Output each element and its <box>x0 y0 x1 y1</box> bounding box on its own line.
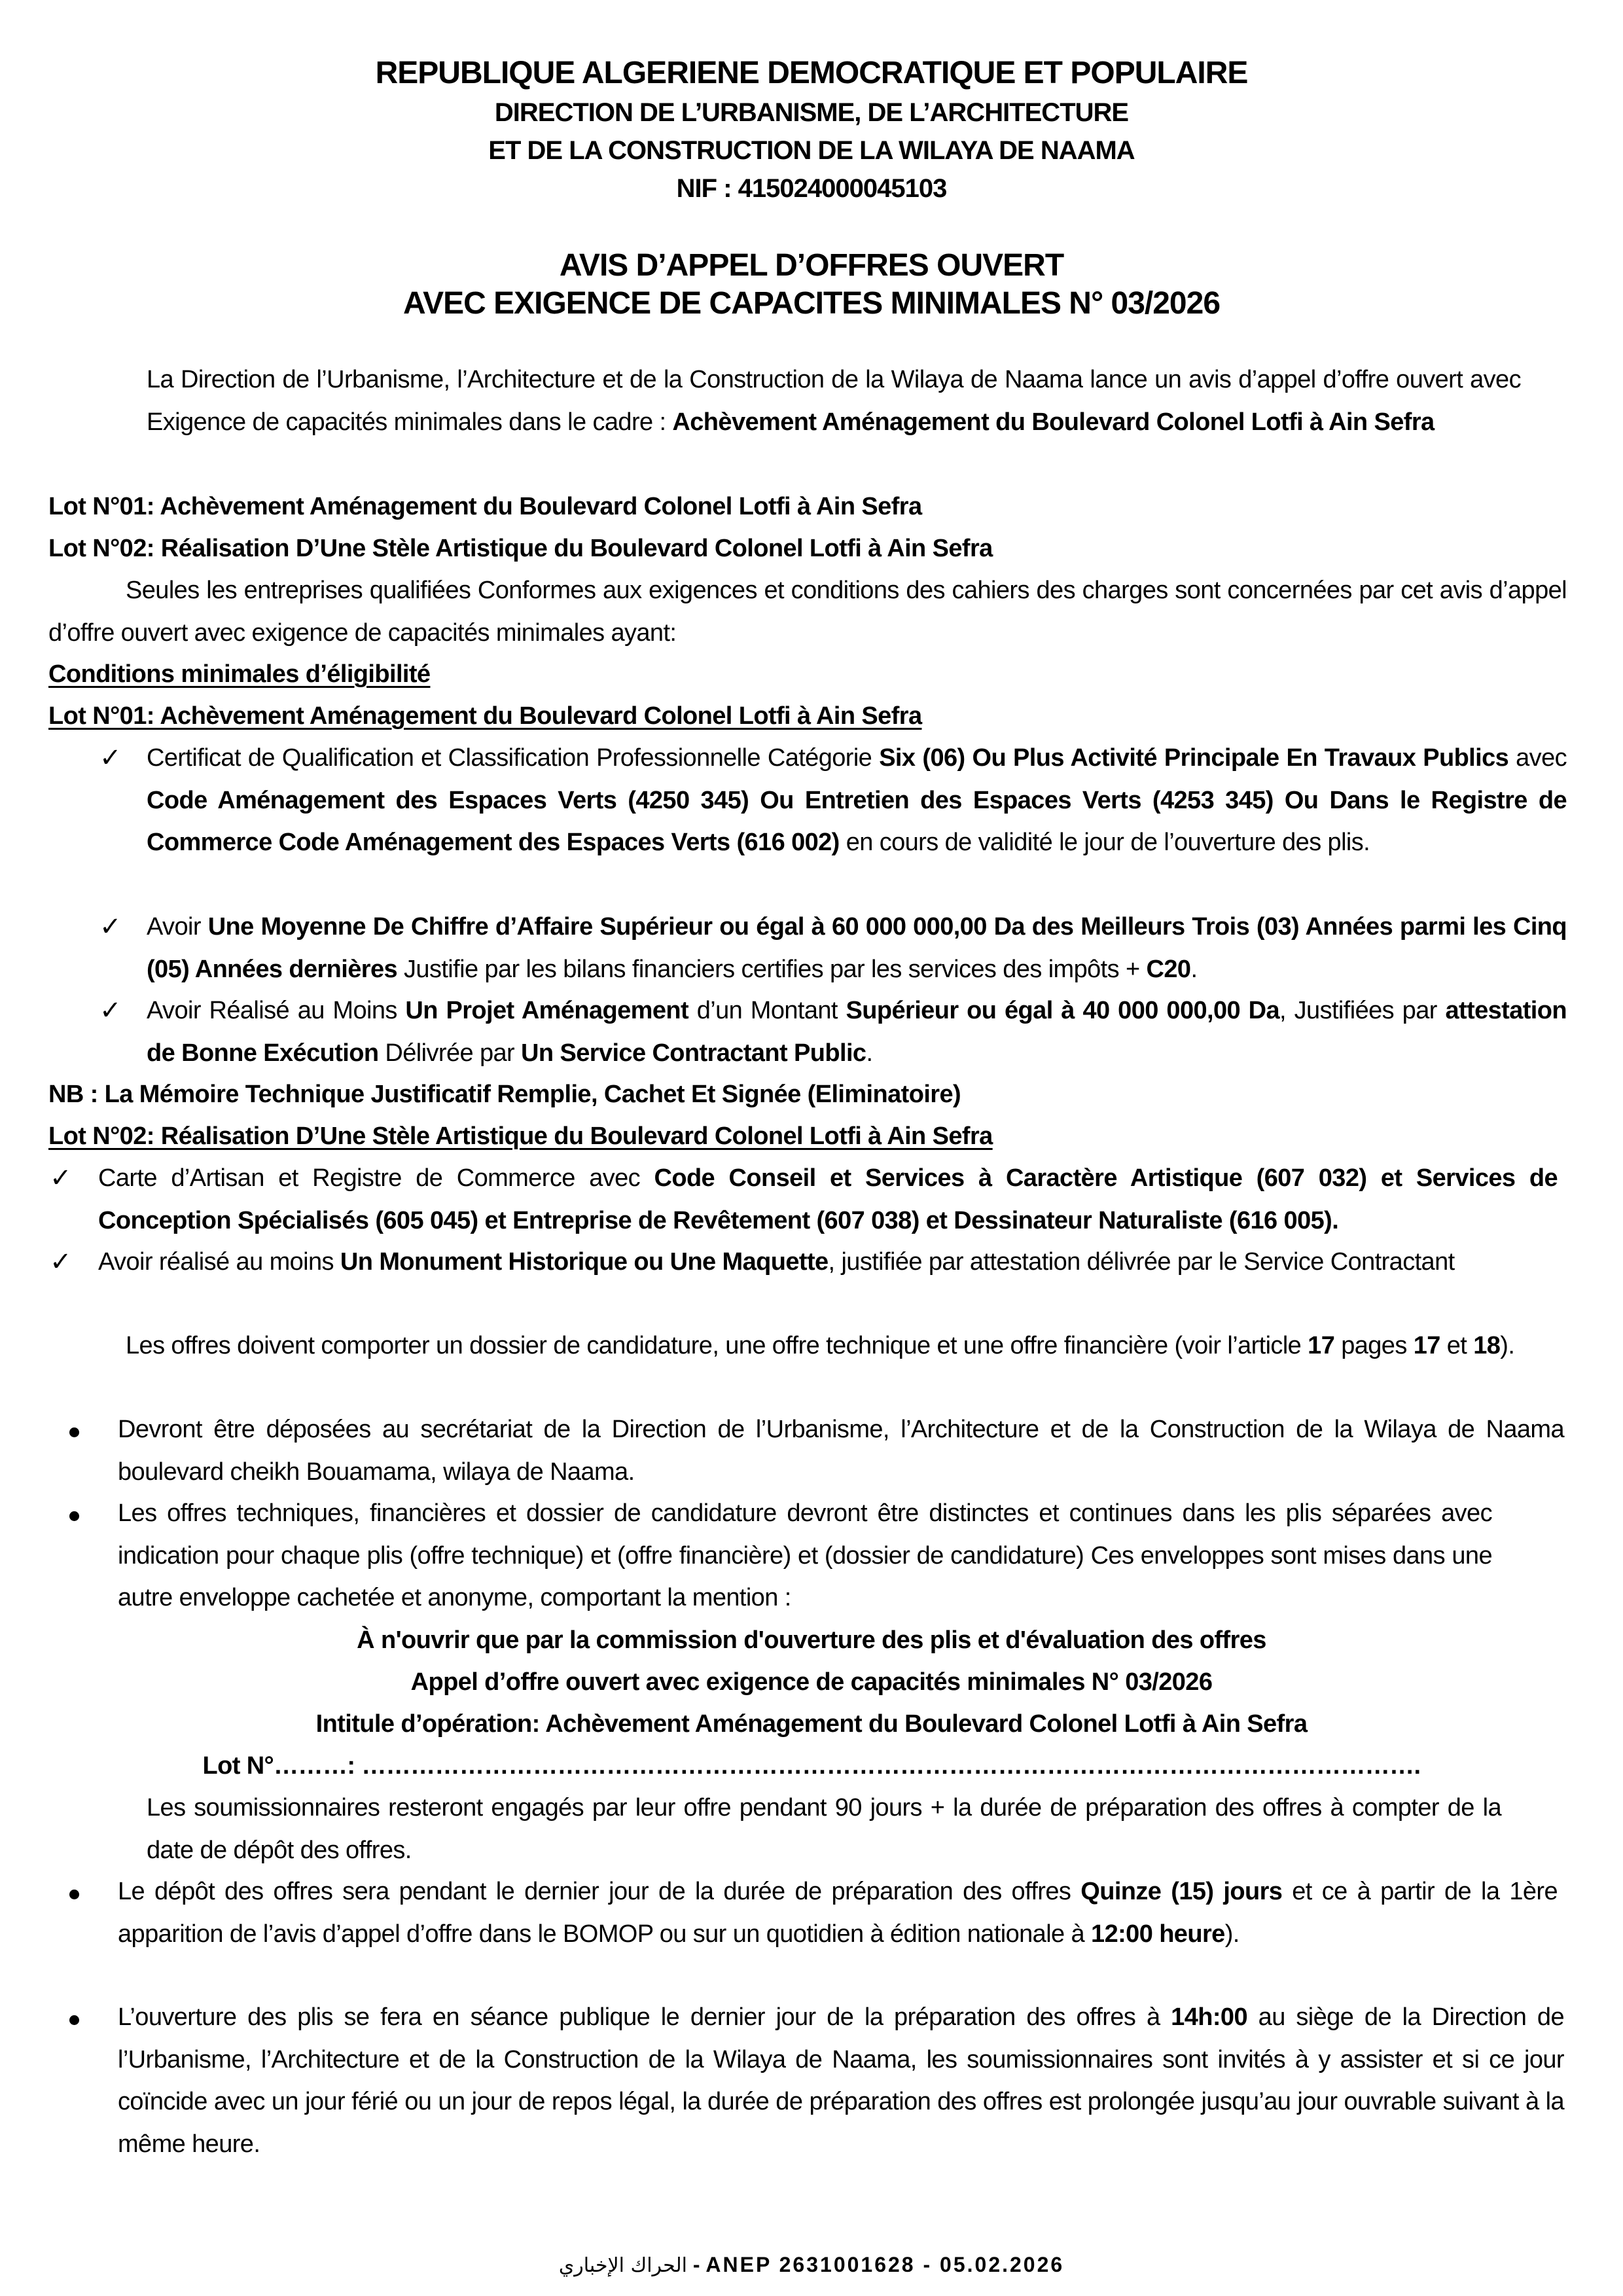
checkmark-icon: ✓ <box>50 1164 72 1193</box>
envelope-instructions-item: Les offres techniques, financières et dossier de candidature devront être distinctes et continues dans les plis séparées avec indication pour chaque plis (offre technique) et (offre financière) et (dossier de candidature) Ces enveloppes sont mises dans une autre enveloppe cachetée et anonyme, comportant la mention : <box>118 1499 1492 1611</box>
lot-2-title: Lot N°02: Réalisation D’Une Stèle Artistique du Boulevard Colonel Lotfi à Ain Sefra <box>48 535 993 562</box>
anep-reference: ANEP 2631001628 - 05.02.2026 <box>705 2253 1065 2276</box>
bullet-icon <box>69 1511 79 1521</box>
intro-paragraph <box>147 359 1521 443</box>
nb-note: NB : La Mémoire Technique Justificatif Remplie, Cachet Et Signée (Eliminatoire) <box>48 1081 961 1108</box>
mention-lot-placeholder: Lot N°………: …………………………………………………………………………………………………………………. <box>202 1752 1421 1780</box>
offers-paragraph <box>48 1325 1567 1367</box>
footer-separator: - <box>687 2253 706 2276</box>
text-run: . <box>866 1039 873 1067</box>
text-run: Avoir Réalisé au Moins <box>147 997 406 1024</box>
bold-text-run: 12:00 heure <box>1091 1920 1225 1948</box>
text-run: Avoir <box>147 913 208 941</box>
conditions-heading: Conditions minimales d’éligibilité <box>48 660 431 688</box>
checkmark-icon: ✓ <box>50 1247 72 1276</box>
deposit-location-item: Devront être déposées au secrétariat de la Direction de l’Urbanisme, l’Architecture et de la Construction de la Wilaya de Naama boulevard cheikh Bouamama, wilaya de Naama. <box>118 1416 1564 1486</box>
text-run: Avoir réalisé au moins <box>98 1248 340 1276</box>
republic-heading: REPUBLIQUE ALGERIENE DEMOCRATIQUE ET POPULAIRE <box>375 56 1248 90</box>
bold-text-run: Code Aménagement des Espaces Verts (4250 345) Ou Entretien des Espaces Verts (4253 345) Ou Dans le Registre de Commerce Code Aménagement des Espaces Verts (616 002) <box>147 786 1567 856</box>
text-run: Le dépôt des offres sera pendant le dernier jour de la durée de préparation des offres <box>118 1878 1081 1905</box>
text-run: pages <box>1334 1332 1414 1359</box>
text-run: avec <box>1508 744 1567 772</box>
lot-1-condition-1 <box>147 737 1567 864</box>
text-run: Délivrée par <box>378 1039 522 1067</box>
text-run: au siège de la Direction de l’Urbanisme, l’Architecture et de la Construction de la Wilaya de Naama, les soumissionnaires sont invités à y assister et si ce jour coïncide avec un jour férié ou un jour de repos légal, la durée de préparation des offres est prolongée jusqu’au jour ouvrable suivant à la même heure. <box>118 2003 1565 2158</box>
bullet-icon <box>69 1427 79 1437</box>
direction-heading-line1: DIRECTION DE L’URBANISME, DE L’ARCHITECTURE <box>494 98 1129 127</box>
intro-text: La Direction de l’Urbanisme, l’Architecture et de la Construction de la Wilaya de Naama lance un avis d’appel d’offre ouvert avec Exigence de capacités minimales dans le cadre : <box>147 366 1521 436</box>
bold-text-run: C20 <box>1146 955 1191 983</box>
bold-text-run: Quinze (15) jours <box>1080 1878 1283 1905</box>
bold-text-run: Un Monument Historique ou Une Maquette <box>340 1248 829 1276</box>
text-run: Carte d’Artisan et Registre de Commerce avec <box>98 1164 654 1192</box>
lot-2-condition-1 <box>98 1157 1558 1242</box>
bold-text-run: Code Conseil et Services à Caractère Artistique (607 032) et Services de Conception Spécialisés (605 045) et Entreprise de Revêtement (607 038) et Dessinateur Naturaliste (616 005). <box>98 1164 1558 1234</box>
mention-line3: Intitule d’opération: Achèvement Aménagement du Boulevard Colonel Lotfi à Ain Sefra <box>315 1710 1308 1738</box>
deposit-deadline-item <box>118 1871 1558 1955</box>
text-run: et <box>1440 1332 1474 1359</box>
lot-2-conditions-heading: Lot N°02: Réalisation D’Une Stèle Artistique du Boulevard Colonel Lotfi à Ain Sefra <box>48 1122 993 1150</box>
bold-text-run: 18 <box>1473 1332 1501 1359</box>
text-run: , justifiée par attestation délivrée par le Service Contractant <box>828 1248 1455 1276</box>
newspaper-name: الحراك الإخباري <box>558 2254 687 2277</box>
lot-1-title: Lot N°01: Achèvement Aménagement du Boulevard Colonel Lotfi à Ain Sefra <box>48 493 922 520</box>
text-run: ). <box>1500 1332 1515 1359</box>
nif-number: NIF : 415024000045103 <box>676 174 947 203</box>
text-run: . <box>1190 955 1198 983</box>
checkmark-icon: ✓ <box>99 996 122 1025</box>
eligibility-intro: Seules les entreprises qualifiées Conformes aux exigences et conditions des cahiers des charges sont concernées par cet avis d’appel d’offre ouvert avec exigence de capacités minimales ayant: <box>48 577 1567 647</box>
intro-operation: Achèvement Aménagement du Boulevard Colonel Lotfi à Ain Sefra <box>672 408 1435 436</box>
bold-text-run: 14h:00 <box>1171 2003 1247 2031</box>
bold-text-run: 17 <box>1308 1332 1335 1359</box>
checkmark-icon: ✓ <box>99 912 122 941</box>
text-run: , Justifiées par <box>1279 997 1446 1024</box>
bold-text-run: 17 <box>1413 1332 1440 1359</box>
lot-1-conditions-heading: Lot N°01: Achèvement Aménagement du Boulevard Colonel Lotfi à Ain Sefra <box>48 702 922 730</box>
mention-line1: À n'ouvrir que par la commission d'ouverture des plis et d'évaluation des offres <box>357 1626 1266 1654</box>
checkmark-icon: ✓ <box>99 744 122 772</box>
text-run: en cours de validité le jour de l’ouverture des plis. <box>839 829 1370 856</box>
opening-session-item <box>118 1996 1564 2165</box>
lot-2-condition-2 <box>98 1241 1531 1283</box>
publication-footer <box>0 2253 1623 2277</box>
lot-1-condition-2 <box>147 906 1567 990</box>
mention-line2: Appel d’offre ouvert avec exigence de capacités minimales N° 03/2026 <box>410 1668 1213 1696</box>
notice-title-line1: AVIS D’APPEL D’OFFRES OUVERT <box>559 248 1064 283</box>
text-run: d’un Montant <box>688 997 846 1024</box>
bullet-icon <box>69 1890 79 1899</box>
bold-text-run: Supérieur ou égal à 40 000 000,00 Da <box>846 997 1280 1024</box>
text-run: Justifie par les bilans financiers certifies par les services des impôts + <box>397 955 1147 983</box>
text-run: L’ouverture des plis se fera en séance publique le dernier jour de la préparation des offres à <box>118 2003 1171 2031</box>
lot-1-condition-3 <box>147 990 1567 1074</box>
text-run: Les offres doivent comporter un dossier de candidature, une offre technique et une offre financière (voir l’article <box>126 1332 1308 1359</box>
text-run: Certificat de Qualification et Classification Professionnelle Catégorie <box>147 744 880 772</box>
notice-title-line2: AVEC EXIGENCE DE CAPACITES MINIMALES N° 03/2026 <box>402 286 1221 321</box>
bold-text-run: attestation de Bonne Exécution <box>147 997 1567 1067</box>
bold-text-run: Un Service Contractant Public <box>521 1039 866 1067</box>
text-run: ). <box>1224 1920 1240 1948</box>
validity-paragraph: Les soumissionnaires resteront engagés par leur offre pendant 90 jours + la durée de préparation des offres à compter de la date de dépôt des offres. <box>147 1794 1501 1864</box>
bold-text-run: Une Moyenne De Chiffre d’Affaire Supérieur ou égal à 60 000 000,00 Da des Meilleurs Trois (03) Années parmi les Cinq (05) Années dernières <box>147 913 1567 983</box>
text-run: et ce à partir de la 1ère apparition de l’avis d’appel d’offre dans le BOMOP ou sur un quotidien à édition nationale à <box>118 1878 1558 1948</box>
bold-text-run: Six (06) Ou Plus Activité Principale En Travaux Publics <box>879 744 1509 772</box>
bold-text-run: Un Projet Aménagement <box>405 997 689 1024</box>
direction-heading-line2: ET DE LA CONSTRUCTION DE LA WILAYA DE NAAMA <box>488 136 1135 165</box>
bullet-icon <box>69 2015 79 2025</box>
